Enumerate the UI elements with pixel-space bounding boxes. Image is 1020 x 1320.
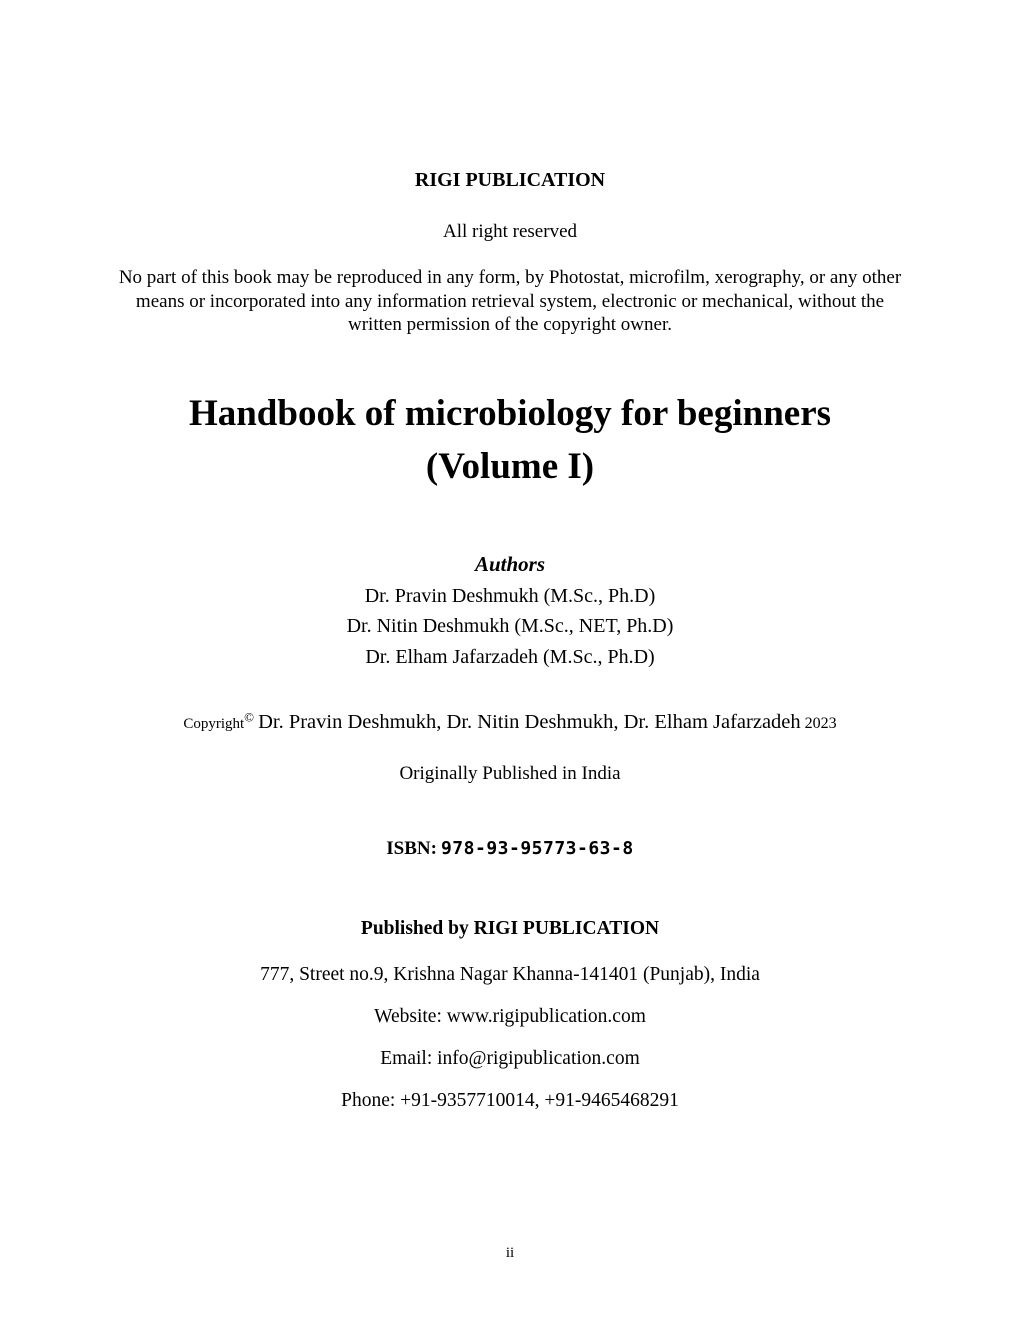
publisher-phone: Phone: +91-9357710014, +91-9465468291 (341, 1090, 679, 1111)
publisher-header: RIGI PUBLICATION (414, 169, 606, 191)
copyright-line (110, 708, 910, 738)
isbn-label: ISBN: (386, 838, 437, 859)
origin-line: Originally Published in India (399, 763, 621, 784)
author-line: Dr. Nitin Deshmukh (M.Sc., NET, Ph.D) (346, 615, 674, 637)
copyright-symbol-icon: © (244, 709, 255, 725)
copyright-year: 2023 (804, 715, 837, 732)
author-line: Dr. Pravin Deshmukh (M.Sc., Ph.D) (364, 584, 656, 607)
book-title-line1: Handbook of microbiology for beginners (188, 392, 832, 434)
published-by-line: Published by RIGI PUBLICATION (360, 918, 660, 939)
book-title (110, 387, 910, 493)
rights-reserved-line: All right reserved (442, 221, 577, 242)
isbn-value: 978-93-95773-63-8 (440, 838, 634, 859)
publisher-address: 777, Street no.9, Krishna Nagar Khanna-141401 (Punjab), India (260, 964, 760, 985)
authors-list (110, 581, 910, 673)
publisher-website: Website: www.rigipublication.com (374, 1006, 646, 1027)
page-number: ii (505, 1245, 515, 1261)
copyright-names: Dr. Pravin Deshmukh, Dr. Nitin Deshmukh, Dr. Elham Jafarzadeh (258, 711, 801, 733)
authors-heading: Authors (474, 551, 546, 576)
isbn-line (110, 836, 910, 863)
publisher-email: Email: info@rigipublication.com (380, 1048, 640, 1069)
author-line: Dr. Elham Jafarzadeh (M.Sc., Ph.D) (365, 645, 655, 668)
copyright-label: Copyright (183, 716, 245, 732)
rights-notice-paragraph: No part of this book may be reproduced in any form, by Photostat, microfilm, xerography, or any other means or incorporated into any information retrieval system, electronic or mechanical, without the written permission of the copyright owner. (118, 267, 902, 335)
book-title-line2: (Volume I) (425, 445, 595, 487)
